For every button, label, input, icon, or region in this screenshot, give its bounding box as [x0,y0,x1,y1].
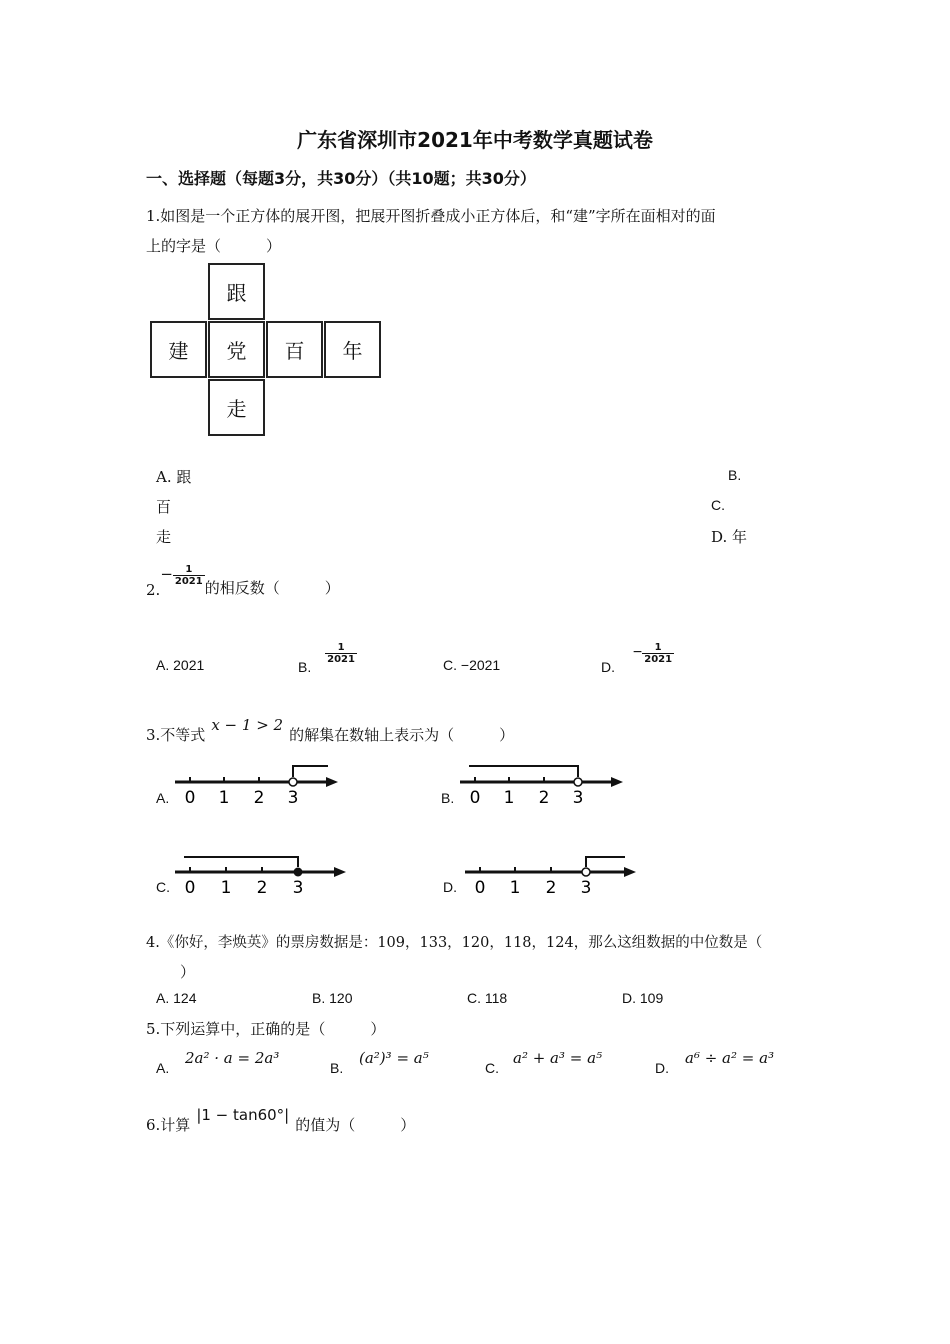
tick-label-2: 2 [253,788,265,808]
solution-ray [184,857,298,867]
net-face-top: 跟 [208,263,265,320]
tick-label-0: 0 [184,878,196,898]
tick-label-3: 3 [580,878,592,898]
open-endpoint [574,778,582,786]
q3-option-b-numberline [455,760,635,810]
q5-option-d-label[interactable]: D. [655,1060,669,1076]
q3-option-b-label[interactable]: B. [441,790,455,806]
tick-label-1: 1 [218,788,230,808]
q5-option-a-expression: 2a² · a = 2a³ [185,1049,280,1067]
net-face-bottom: 走 [208,379,265,436]
q3-stem-text: 的解集在数轴上表示为（ ） [289,726,515,744]
q3-number: 3.不等式 [146,726,206,744]
section-heading: 一、选择题（每题3分，共30分）（共10题；共30分） [146,169,536,188]
q5-option-c-expression: a² + a³ = a⁵ [513,1049,603,1067]
q4-option-a[interactable]: A. 124 [156,990,197,1006]
q3-option-a-numberline [170,760,350,810]
q2-stem-text: 的相反数（ ） [204,579,340,597]
q3-expression: x − 1 > 2 [211,716,284,734]
q1-option-d[interactable]: D. 年 [711,528,748,546]
q4-option-d[interactable]: D. 109 [622,990,664,1006]
q1-option-c-label[interactable]: C. [711,497,725,513]
tick-label-2: 2 [545,878,557,898]
tick-label-0: 0 [474,878,486,898]
q6-stem-text: 的值为（ ） [295,1116,416,1134]
q1-option-b-text: 百 [156,498,172,516]
q5-option-b-expression: (a²)³ = a⁵ [359,1049,429,1067]
solution-ray [586,857,625,867]
q2-option-b-fraction: $\frac{1}{2021}$ [327,642,355,665]
q5-option-a-label[interactable]: A. [156,1060,170,1076]
q4-option-b[interactable]: B. 120 [312,990,353,1006]
q4-stem-line1: 4.《你好，李焕英》的票房数据是：109，133，120，118，124，那么这组数据的中位数是（ [146,935,763,951]
net-face-center: 党 [208,321,265,378]
q1-option-c-text: 走 [156,528,172,546]
q2-option-a[interactable]: A. 2021 [156,657,205,673]
q3-option-c-label[interactable]: C. [156,879,170,895]
numberline-axis [175,777,338,787]
tick-label-3: 3 [572,788,584,808]
tick-label-3: 3 [292,878,304,898]
q3-option-a-label[interactable]: A. [156,790,170,806]
q1-stem-line2: 上的字是（ ） [146,237,282,255]
open-endpoint [582,868,590,876]
open-endpoint [289,778,297,786]
q5-option-d-expression: a⁶ ÷ a² = a³ [685,1049,775,1067]
tick-label-0: 0 [184,788,196,808]
solution-ray [469,766,578,777]
closed-endpoint [294,868,303,877]
tick-label-3: 3 [287,788,299,808]
q3-option-d-numberline [460,850,645,900]
q4-option-c[interactable]: C. 118 [467,990,508,1006]
net-face-left: 建 [150,321,207,378]
tick-label-1: 1 [503,788,515,808]
q6-expression: |1 − tan60°| [196,1106,290,1124]
q6-number: 6.计算 [146,1116,191,1134]
numberline-axis [460,777,623,787]
q2-option-d-fraction: $\frac{1}{2021}$ [644,642,673,665]
q2-fraction: $\frac{1}{2021}$ [174,563,203,587]
q3-option-d-label[interactable]: D. [443,879,457,895]
q1-option-b-label[interactable]: B. [728,467,742,483]
tick-label-2: 2 [256,878,268,898]
q2-option-b[interactable]: B. $\frac{1}{2021}$ [298,642,355,676]
q5-option-b-label[interactable]: B. [330,1060,344,1076]
q5-option-c-label[interactable]: C. [485,1060,499,1076]
tick-label-1: 1 [509,878,521,898]
q3-stem [146,714,515,744]
q2-option-d[interactable]: D. − $\frac{1}{2021}$ [601,642,673,676]
q2-option-c[interactable]: C. −2021 [443,657,501,673]
solution-ray [293,766,328,777]
net-face-right1: 百 [266,321,323,378]
q2-number: 2. [146,581,161,599]
page-title: 广东省深圳市2021年中考数学真题试卷 [297,128,653,152]
q2-sign: − [160,565,173,583]
tick-label-0: 0 [469,788,481,808]
q4-stem-line2: ） [180,963,196,981]
numberline-axis [175,867,346,877]
tick-label-1: 1 [220,878,232,898]
tick-label-2: 2 [538,788,550,808]
q2-stem [146,563,340,599]
q6-stem [146,1104,416,1134]
q5-stem: 5.下列运算中，正确的是（ ） [146,1020,386,1038]
q1-option-a[interactable]: A. 跟 [156,468,192,486]
net-face-right2: 年 [324,321,381,378]
q3-option-c-numberline [170,850,355,900]
q1-stem-line1: 1.如图是一个正方体的展开图，把展开图折叠成小正方体后，和“建”字所在面相对的面 [146,207,716,225]
cube-net [150,263,384,440]
